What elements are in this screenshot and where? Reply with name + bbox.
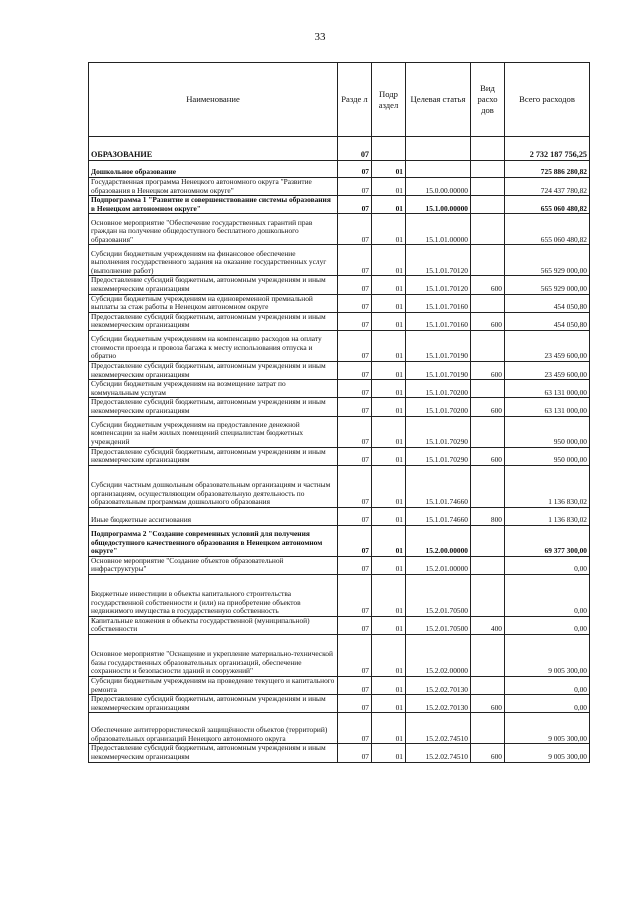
row-name: Государственная программа Ненецкого автономного округа "Развитие образования в Ненецком автономном округе" [89, 178, 338, 196]
row-type [471, 178, 505, 196]
row-name: Предоставление субсидий бюджетным, автономным учреждениям и иным некоммерческим организациям [89, 744, 338, 762]
row-name: Бюджетные инвестиции в объекты капитального строительства государственной собственности и (или) на приобретение объектов недвижимого имущества в государственную собственность [89, 574, 338, 616]
row-subsection: 01 [372, 178, 406, 196]
row-name: Предоставление субсидий бюджетным, автономным учреждениям и иным некоммерческим организациям [89, 695, 338, 713]
row-type [471, 465, 505, 507]
row-target: 15.1.01.70160 [406, 294, 471, 312]
row-type [471, 294, 505, 312]
row-subsection: 01 [372, 574, 406, 616]
table-body [89, 137, 590, 763]
row-subsection: 01 [372, 380, 406, 398]
row-name: Предоставление субсидий бюджетным, автономным учреждениям и иным некоммерческим организациям [89, 276, 338, 294]
row-total: 454 050,80 [505, 312, 590, 330]
row-total: 0,00 [505, 574, 590, 616]
row-subsection: 01 [372, 330, 406, 361]
row-name: Обеспечение антитеррористической защищённости объектов (территорий) образовательных организаций Ненецкого автономного округа [89, 713, 338, 744]
row-type [471, 161, 505, 178]
row-section: 07 [338, 447, 372, 465]
table-row [89, 196, 590, 214]
row-target: 15.2.01.70500 [406, 574, 471, 616]
row-total: 655 060 480,82 [505, 196, 590, 214]
row-type [471, 416, 505, 447]
row-type: 600 [471, 361, 505, 379]
row-section: 07 [338, 398, 372, 416]
row-name: Подпрограмма 2 "Создание современных условий для получения общедоступного качественного образования в Ненецком автономном округе" [89, 525, 338, 556]
row-section: 07 [338, 465, 372, 507]
table-row [89, 416, 590, 447]
row-total: 63 131 000,00 [505, 398, 590, 416]
row-type [471, 245, 505, 276]
row-target: 15.2.02.74510 [406, 713, 471, 744]
row-name: Основное мероприятие "Обеспечение государственных гарантий прав граждан на получение общедоступного бесплатного дошкольного образования" [89, 214, 338, 245]
table-row [89, 713, 590, 744]
row-section: 07 [338, 196, 372, 214]
row-total: 1 136 830,02 [505, 465, 590, 507]
table-row [89, 677, 590, 695]
row-total: 950 000,00 [505, 447, 590, 465]
row-subsection: 01 [372, 161, 406, 178]
row-type [471, 380, 505, 398]
table-row [89, 178, 590, 196]
row-type: 600 [471, 312, 505, 330]
row-type [471, 556, 505, 574]
table-row [89, 525, 590, 556]
table-row [89, 635, 590, 677]
row-section: 07 [338, 574, 372, 616]
table-row [89, 380, 590, 398]
row-target: 15.1.01.70200 [406, 398, 471, 416]
row-subsection: 01 [372, 744, 406, 762]
table-row [89, 137, 590, 161]
row-total: 2 732 187 756,25 [505, 137, 590, 161]
row-type: 800 [471, 507, 505, 525]
table-row [89, 398, 590, 416]
row-target [406, 161, 471, 178]
row-name: Иные бюджетные ассигнования [89, 507, 338, 525]
row-total: 0,00 [505, 677, 590, 695]
row-subsection: 01 [372, 361, 406, 379]
row-section: 07 [338, 677, 372, 695]
row-section: 07 [338, 713, 372, 744]
row-target: 15.1.00.00000 [406, 196, 471, 214]
row-name: Субсидии бюджетным учреждениям на проведение текущего и капитального ремонта [89, 677, 338, 695]
row-target: 15.2.01.70500 [406, 616, 471, 634]
row-total: 724 437 780,82 [505, 178, 590, 196]
row-name: Основное мероприятие "Оснащение и укрепление материально-технической базы государственных образовательных организаций, обеспечение сохранности и безопасности зданий и сооружений" [89, 635, 338, 677]
row-name: Предоставление субсидий бюджетным, автономным учреждениям и иным некоммерческим организациям [89, 361, 338, 379]
row-total: 0,00 [505, 556, 590, 574]
row-subsection: 01 [372, 312, 406, 330]
row-section: 07 [338, 507, 372, 525]
table-row [89, 574, 590, 616]
row-subsection: 01 [372, 398, 406, 416]
row-total: 1 136 830,02 [505, 507, 590, 525]
row-target: 15.0.00.00000 [406, 178, 471, 196]
row-total: 725 886 280,82 [505, 161, 590, 178]
row-total: 9 005 300,00 [505, 635, 590, 677]
header-target: Целевая статья [406, 63, 471, 137]
row-subsection [372, 137, 406, 161]
row-type [471, 574, 505, 616]
row-target [406, 137, 471, 161]
table-header [89, 63, 590, 137]
row-name: Субсидии бюджетным учреждениям на возмещение затрат по коммунальным услугам [89, 380, 338, 398]
row-type: 600 [471, 695, 505, 713]
row-subsection: 01 [372, 214, 406, 245]
row-name: Субсидии бюджетным учреждениям на единовременной премиальной выплаты за стаж работы в Ненецком автономном округе [89, 294, 338, 312]
row-subsection: 01 [372, 276, 406, 294]
row-target: 15.2.00.00000 [406, 525, 471, 556]
row-target: 15.1.01.70120 [406, 276, 471, 294]
row-target: 15.1.01.00000 [406, 214, 471, 245]
table-row [89, 507, 590, 525]
row-subsection: 01 [372, 196, 406, 214]
table-row [89, 245, 590, 276]
row-subsection: 01 [372, 447, 406, 465]
table-row [89, 214, 590, 245]
header-row [89, 63, 590, 137]
row-name: Предоставление субсидий бюджетным, автономным учреждениям и иным некоммерческим организациям [89, 447, 338, 465]
row-name: Капитальные вложения в объекты государственной (муниципальной) собственности [89, 616, 338, 634]
row-name: Субсидии частным дошкольным образовательным организациям и частным организациям, осуществляющим образовательную деятельность по образовательным программам дошкольного образования [89, 465, 338, 507]
row-target: 15.2.01.00000 [406, 556, 471, 574]
row-type: 600 [471, 447, 505, 465]
row-section: 07 [338, 416, 372, 447]
row-total: 0,00 [505, 695, 590, 713]
row-subsection: 01 [372, 616, 406, 634]
row-subsection: 01 [372, 525, 406, 556]
row-target: 15.2.02.74510 [406, 744, 471, 762]
row-total: 565 929 000,00 [505, 245, 590, 276]
row-type [471, 713, 505, 744]
row-name: Подпрограмма 1 "Развитие и совершенствование системы образования в Ненецком автономном округе" [89, 196, 338, 214]
row-subsection: 01 [372, 465, 406, 507]
row-name: Основное мероприятие "Создание объектов образовательной инфраструктуры" [89, 556, 338, 574]
header-total: Всего расходов [505, 63, 590, 137]
table-row [89, 294, 590, 312]
page-number: 33 [314, 31, 326, 43]
row-section: 07 [338, 137, 372, 161]
row-section: 07 [338, 525, 372, 556]
row-type [471, 137, 505, 161]
row-type: 600 [471, 398, 505, 416]
row-section: 07 [338, 744, 372, 762]
header-name: Наименование [89, 63, 338, 137]
row-type: 600 [471, 276, 505, 294]
row-type: 600 [471, 744, 505, 762]
row-section: 07 [338, 556, 372, 574]
table-row [89, 161, 590, 178]
table-row [89, 556, 590, 574]
table-row [89, 330, 590, 361]
table-row [89, 447, 590, 465]
table-row [89, 744, 590, 762]
row-total: 950 000,00 [505, 416, 590, 447]
header-section: Разде л [338, 63, 372, 137]
row-type [471, 635, 505, 677]
table-row [89, 616, 590, 634]
row-total: 63 131 000,00 [505, 380, 590, 398]
row-target: 15.1.01.70190 [406, 330, 471, 361]
row-section: 07 [338, 635, 372, 677]
row-section: 07 [338, 245, 372, 276]
row-section: 07 [338, 214, 372, 245]
row-type [471, 196, 505, 214]
row-total: 655 060 480,82 [505, 214, 590, 245]
row-subsection: 01 [372, 695, 406, 713]
row-target: 15.1.01.70290 [406, 416, 471, 447]
table-row [89, 361, 590, 379]
row-total: 454 050,80 [505, 294, 590, 312]
expenditure-table [88, 62, 590, 763]
row-total: 23 459 600,00 [505, 361, 590, 379]
row-target: 15.1.01.74660 [406, 465, 471, 507]
row-name: ОБРАЗОВАНИЕ [89, 137, 338, 161]
row-subsection: 01 [372, 635, 406, 677]
row-name: Субсидии бюджетным учреждениям на компенсацию расходов на оплату стоимости проезда и провоза багажа к месту использования отпуска и обратно [89, 330, 338, 361]
row-type [471, 214, 505, 245]
table-row [89, 465, 590, 507]
row-section: 07 [338, 361, 372, 379]
row-subsection: 01 [372, 713, 406, 744]
header-subsection: Подр аздел [372, 63, 406, 137]
row-target: 15.2.02.00000 [406, 635, 471, 677]
row-subsection: 01 [372, 416, 406, 447]
table-row [89, 276, 590, 294]
row-section: 07 [338, 695, 372, 713]
row-subsection: 01 [372, 245, 406, 276]
row-target: 15.1.01.74660 [406, 507, 471, 525]
row-section: 07 [338, 616, 372, 634]
row-total: 9 005 300,00 [505, 744, 590, 762]
row-name: Предоставление субсидий бюджетным, автономным учреждениям и иным некоммерческим организациям [89, 312, 338, 330]
row-target: 15.1.01.70290 [406, 447, 471, 465]
row-total: 9 005 300,00 [505, 713, 590, 744]
header-type: Вид расхо дов [471, 63, 505, 137]
row-target: 15.2.02.70130 [406, 695, 471, 713]
row-section: 07 [338, 161, 372, 178]
row-section: 07 [338, 380, 372, 398]
row-name: Субсидии бюджетным учреждениям на предоставление денежной компенсации за наём жилых помещений специалистам бюджетных учреждений [89, 416, 338, 447]
row-total: 565 929 000,00 [505, 276, 590, 294]
row-total: 69 377 300,00 [505, 525, 590, 556]
row-type [471, 677, 505, 695]
row-section: 07 [338, 330, 372, 361]
row-subsection: 01 [372, 677, 406, 695]
row-target: 15.1.01.70190 [406, 361, 471, 379]
row-total: 0,00 [505, 616, 590, 634]
row-subsection: 01 [372, 294, 406, 312]
row-name: Дошкольное образование [89, 161, 338, 178]
row-target: 15.2.02.70130 [406, 677, 471, 695]
row-target: 15.1.01.70200 [406, 380, 471, 398]
row-type: 400 [471, 616, 505, 634]
row-subsection: 01 [372, 507, 406, 525]
row-section: 07 [338, 276, 372, 294]
row-section: 07 [338, 294, 372, 312]
row-type [471, 330, 505, 361]
row-total: 23 459 600,00 [505, 330, 590, 361]
row-subsection: 01 [372, 556, 406, 574]
row-section: 07 [338, 312, 372, 330]
row-name: Субсидии бюджетным учреждениям на финансовое обеспечение выполнения государственного задания на оказание государственных услуг (выполнение работ) [89, 245, 338, 276]
row-target: 15.1.01.70120 [406, 245, 471, 276]
table-row [89, 695, 590, 713]
row-target: 15.1.01.70160 [406, 312, 471, 330]
row-section: 07 [338, 178, 372, 196]
row-type [471, 525, 505, 556]
row-name: Предоставление субсидий бюджетным, автономным учреждениям и иным некоммерческим организациям [89, 398, 338, 416]
table-row [89, 312, 590, 330]
